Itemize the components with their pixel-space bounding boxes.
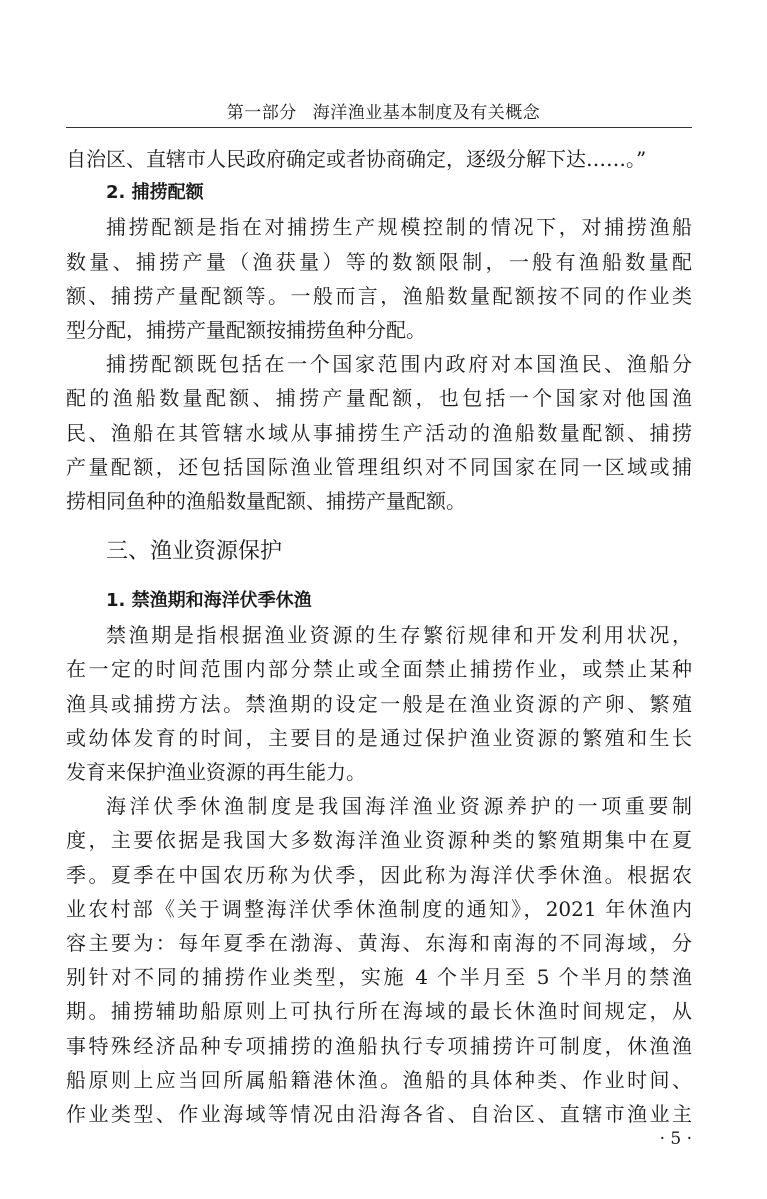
header-chapter-title: 海洋渔业基本制度及有关概念 [312,103,541,123]
paragraph-line: 业农村部《关于调整海洋伏季休渔制度的通知》，2021 年休渔内 [66,896,692,921]
paragraph-line: 度，主要依据是我国大多数海洋渔业资源种类的繁殖期集中在夏 [66,828,692,853]
header-divider [66,127,692,128]
paragraph-line: 作业类型、作业海域等情况由沿海各省、自治区、直辖市渔业主 [66,1101,692,1126]
subsection-heading-catch-quota: 2. 捕捞配额 [106,182,204,204]
paragraph-line: 发育来保护渔业资源的再生能力。 [66,760,366,784]
section-heading-resource-protection: 三、渔业资源保护 [106,539,283,565]
paragraph-line: 自治区、直辖市人民政府确定或者协商确定，逐级分解下达……。” [66,147,647,171]
page-body [66,142,692,1131]
paragraph-line: 捕捞配额既包括在一个国家范围内政府对本国渔民、渔船分 [106,352,692,377]
header-part-label: 第一部分 [226,103,297,123]
paragraph-line: 额、捕捞产量配额等。一般而言，渔船数量配额按不同的作业类 [66,283,692,308]
paragraph-line: 产量配额，还包括国际渔业管理组织对不同国家在同一区域或捕 [66,454,692,479]
paragraph-line: 民、渔船在其管辖水域从事捕捞生产活动的渔船数量配额、捕捞 [66,420,692,445]
paragraph-line: 容主要为：每年夏季在渤海、黄海、东海和南海的不同海域，分 [66,930,692,955]
paragraph-line: 捕捞配额是指在对捕捞生产规模控制的情况下，对捕捞渔船 [106,215,692,240]
paragraph-line: 捞相同鱼种的渔船数量配额、捕捞产量配额。 [66,488,466,513]
paragraph-line: 或幼体发育的时间，主要目的是通过保护渔业资源的繁殖和生长 [66,725,692,750]
paragraph-line: 船原则上应当回所属船籍港休渔。渔船的具体种类、作业时间、 [66,1067,692,1092]
paragraph-line: 数量、捕捞产量（渔获量）等的数额限制，一般有渔船数量配 [66,249,692,274]
paragraph-line: 别针对不同的捕捞作业类型，实施 4 个半月至 5 个半月的禁渔 [66,965,692,990]
paragraph-line: 渔具或捕捞方法。禁渔期的设定一般是在渔业资源的产卵、繁殖 [66,691,692,716]
paragraph-line: 期。捕捞辅助船原则上可执行所在海域的最长休渔时间规定，从 [66,999,692,1024]
running-header [0,98,767,123]
paragraph-line: 配的渔船数量配额、捕捞产量配额，也包括一个国家对他国渔 [66,386,692,411]
page-number: · 5 · [659,1129,692,1149]
paragraph-line: 禁渔期是指根据渔业资源的生存繁衍规律和开发利用状况， [106,623,692,648]
paragraph-line: 季。夏季在中国农历称为伏季，因此称为海洋伏季休渔。根据农 [66,862,692,887]
paragraph-line: 在一定的时间范围内部分禁止或全面禁止捕捞作业，或禁止某种 [66,657,692,682]
paragraph-line: 海洋伏季休渔制度是我国海洋渔业资源养护的一项重要制 [106,794,692,819]
subsection-heading-closed-season: 1. 禁渔期和海洋伏季休渔 [106,590,312,612]
paragraph-line: 事特殊经济品种专项捕捞的渔船执行专项捕捞许可制度，休渔渔 [66,1033,692,1058]
paragraph-line: 型分配，捕捞产量配额按捕捞鱼种分配。 [66,317,426,342]
